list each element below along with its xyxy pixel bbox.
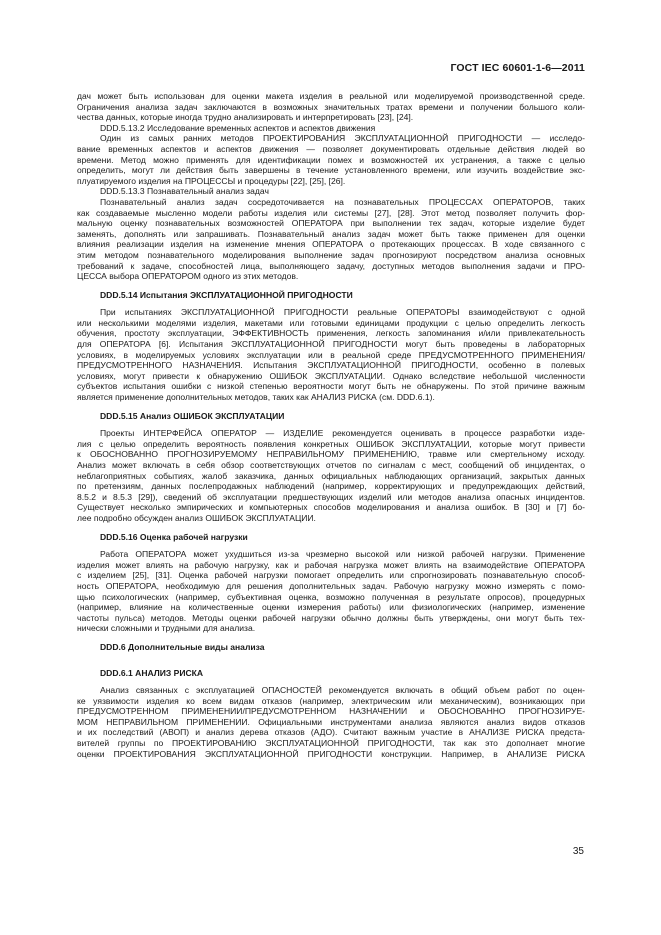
text-line: и их последствий (АВОП) и анализ дерева отказов (АДО). Считают важным участие в АНАЛИЗЕ РИСКА предста- (77, 727, 585, 738)
text-line: лее подробно обсужден анализ ОШИБОК ЭКСПЛУАТАЦИИ. (77, 512, 316, 523)
text-line: для ОПЕРАТОРА [6]. Испытания ЭКСПЛУАТАЦИОННОЙ ПРИГОДНОСТИ могут быть проведены в лабораторных (77, 339, 585, 350)
paragraph (77, 133, 585, 186)
text-line: влияния реализации изделия на изменение мнения ОПЕРАТОРА о протекающих процессах. В ходе связанного с (77, 239, 585, 250)
text-line: ность ОПЕРАТОРА, необходимую для решения дополнительных задач. Рабочую нагрузку можно измерять с помо- (77, 580, 585, 591)
section-heading: DDD.6.1 АНАЛИЗ РИСКА (100, 667, 204, 678)
text-line: условиях, могут привести к обнаружению ОШИБОК ЭКСПЛУАТАЦИИ. Однако вследствие небольшой численности (77, 370, 585, 381)
text-line: субъектов испытания ошибки с низкой степенью вероятности могут быть не обнаружены. По этой причине важным (77, 381, 585, 392)
text-line: ЦЕССА выбора ОПЕРАТОРОМ одного из этих методов. (77, 271, 299, 282)
document-body (77, 91, 585, 759)
subsection-title: DDD.5.13.2 Исследование временных аспектов и аспектов движения (100, 122, 376, 133)
text-line: нически сложными и трудными для анализа. (77, 623, 256, 634)
text-line: как создаваемые мысленно модели работы изделия или системы [27], [28]. Этот метод позволяет получить фор- (77, 207, 585, 218)
text-line: Проекты ИНТЕРФЕЙСА ОПЕРАТОР — ИЗДЕЛИЕ рекомендуется оценивать в процессе разработки изде- (100, 428, 585, 439)
text-line: ПРЕДУСМОТРЕННОГО НАЗНАЧЕНИЯ. Испытания ЭКСПЛУАТАЦИОННОЙ ПРИГОДНОСТИ, особенно в полевых (77, 360, 585, 371)
text-line: мальную оценку познавательных возможностей ОПЕРАТОРА при выполнении тех задач, которые изделие будет (77, 218, 585, 229)
subsection-title: DDD.5.13.3 Познавательный анализ задач (100, 186, 269, 197)
text-line: времени. Метод можно применять для идентификации помех и возможностей их устранения, а также с целью (77, 154, 585, 165)
text-line: дач может быть использован для оценки макета изделия в реальной или моделируемой производственной среде. (77, 91, 585, 101)
text-line: условиях, в моделируемых условиях эксплуатации или в реальной среде ПРЕДУСМОТРЕННОГО ПРИМЕНЕНИЯ/ (77, 349, 585, 360)
spacer (77, 282, 585, 290)
text-line: МОМ НЕПРАВИЛЬНОМ ПРИМЕНЕНИИ. Официальными инструментами анализа являются анализ видов отказов (77, 716, 585, 727)
text-line: оценки ПРОЕКТИРОВАНИЯ ЭКСПЛУАТАЦИОННОЙ ПРИГОДНОСТИ конструкции. Например, в АНАЛИЗЕ РИСКА (77, 748, 585, 759)
text-line: ке уязвимости изделия ко всем видам отказов (например, электрическим или механическим), возникающих при (77, 695, 585, 706)
spacer (77, 403, 585, 411)
text-line: лия с целью определить вероятность появления конкретных ОШИБОК ЭКСПЛУАТАЦИИ, которые могут привести (77, 438, 585, 449)
spacer (77, 653, 585, 660)
paragraph (77, 428, 585, 523)
page-number: 35 (572, 846, 584, 857)
text-line: 8.5.2 и 8.5.3 [29]), сведений об эксплуатации предшествующих изделий или методов анализа опасных инцидентов. (77, 491, 585, 502)
paragraph (77, 685, 585, 759)
spacer (77, 542, 585, 549)
text-line: этим методом познавательного моделирования выполнение задач прогнозируют посредством анализа основных (77, 249, 585, 260)
text-line: вителей группы по ПРОЕКТИРОВАНИЮ ЭКСПЛУАТАЦИОННОЙ ПРИГОДНОСТИ, так как это дополнает многие (77, 738, 585, 749)
spacer (77, 300, 585, 307)
text-line: изделия может влиять на рабочую нагрузку, как и рабочая нагрузка может влиять на взаимодействие ОПЕРАТОРА (77, 559, 585, 570)
section-heading: DDD.6 Дополнительные виды анализа (100, 641, 265, 652)
section-heading: DDD.5.16 Оценка рабочей нагрузки (100, 531, 248, 542)
text-line: плуатируемого изделия на ПРОЦЕССЫ и процедуры [22], [25], [26]. (77, 175, 346, 186)
text-line: к ОБОСНОВАННО ПРОГНОЗИРУЕМОМУ НЕПРАВИЛЬНОМУ ПРИМЕНЕНИЮ, травме или смертельному исходу. (77, 449, 585, 460)
text-line: или несколькими моделями изделия, макетами или готовыми единицами продукции с целью определить легкость (77, 317, 585, 328)
paragraph (77, 91, 585, 123)
text-line: вание временных аспектов и аспектов движения — позволяет документировать отдельные действия людей во (77, 143, 585, 154)
spacer (77, 660, 585, 668)
text-line: Ограничения анализа задач заключаются в возможных значительных тратах времени и получении большого коли- (77, 101, 585, 112)
text-line: ПРЕДУСМОТРЕННОМ ПРИМЕНЕНИИ/ПРЕДУСМОТРЕННОМ НАЗНАЧЕНИИ и ОБОСНОВАННО ПРОГНОЗИРУЕ- (77, 706, 585, 717)
document-code: ГОСТ IEC 60601-1-6—2011 (450, 62, 585, 74)
text-line: требований к задаче, способностей лица, выполняющего задачу, доступных методов выполнения задачи и ПРО- (77, 260, 585, 271)
text-line: Существует несколько эмпирических и компьютерных способов моделирования и анализа ошибок. В [30] и [7] бо- (77, 502, 585, 513)
spacer (77, 678, 585, 685)
spacer (77, 524, 585, 532)
text-line: заменять, дополнять или запрашивать. Познавательный анализ задач может быть также применен для оценки (77, 228, 585, 239)
text-line: определить, могут ли действия быть завершены в течение установленного времени, или изучить воздействие экс- (77, 165, 585, 176)
text-line: щью психологических (например, субъективная оценка, возможно полученная в результате опросов), процедурных (77, 591, 585, 602)
text-line: При испытаниях ЭКСПЛУАТАЦИОННОЙ ПРИГОДНОСТИ реальные ОПЕРАТОРЫ взаимодействуют с одной (100, 307, 585, 318)
text-line: Работа ОПЕРАТОРА может ухудшиться из-за чрезмерно высокой или низкой рабочей нагрузки. Применение (100, 549, 585, 560)
section-heading: DDD.5.15 Анализ ОШИБОК ЭКСПЛУАТАЦИИ (100, 410, 285, 421)
text-line: неблагоприятных событиях, жалоб заказчика, данных официальных наблюдающих организаций, закрытых данных (77, 470, 585, 481)
section-heading: DDD.5.14 Испытания ЭКСПЛУАТАЦИОННОЙ ПРИГОДНОСТИ (100, 289, 353, 300)
text-line: обучения, простоту эксплуатации, ЭФФЕКТИВНОСТЬ применения, легкость запоминания и/или привлекательность (77, 328, 585, 339)
text-line: частоты пульса) методов. Методы оценки рабочей нагрузки обычно должны быть утверждены, они могут быть тех- (77, 612, 585, 623)
text-line: чества данных, которые иногда трудно анализировать и интерпретировать [23], [24]. (77, 112, 414, 123)
paragraph (77, 307, 585, 402)
text-line: (например, влияние на количественные оценки измерения работы) или физиологических (например, изменение (77, 602, 585, 613)
text-line: Один из самых ранних методов ПРОЕКТИРОВАНИЯ ЭКСПЛУАТАЦИОННОЙ ПРИГОДНОСТИ — исследо- (100, 133, 585, 144)
spacer (77, 421, 585, 428)
spacer (77, 634, 585, 642)
text-line: Анализ связанных с эксплуатацией ОПАСНОСТЕЙ рекомендуется включать в общий объем работ по оцен- (100, 685, 585, 696)
text-line: Анализ может включать в себя обзор соответствующих отчетов по сигналам с мест, сообщений об инцидентах, о (77, 460, 585, 470)
paragraph (77, 549, 585, 634)
text-line: является применение дополнительных методов, таких как АНАЛИЗ РИСКА (см. DDD.6.1). (77, 392, 435, 403)
paragraph (77, 197, 585, 282)
text-line: с изделием [25], [31]. Оценка рабочей нагрузки помогает определить или спрогнозировать познавательную способ- (77, 570, 585, 581)
text-line: Познавательный анализ задач сосредоточивается на познавательных ПРОЦЕССАХ ОПЕРАТОРОВ, таких (100, 196, 585, 207)
text-line: по претензиям, данных послепродажных наблюдений (например, корректирующих и предупреждающих действий, (77, 481, 585, 492)
